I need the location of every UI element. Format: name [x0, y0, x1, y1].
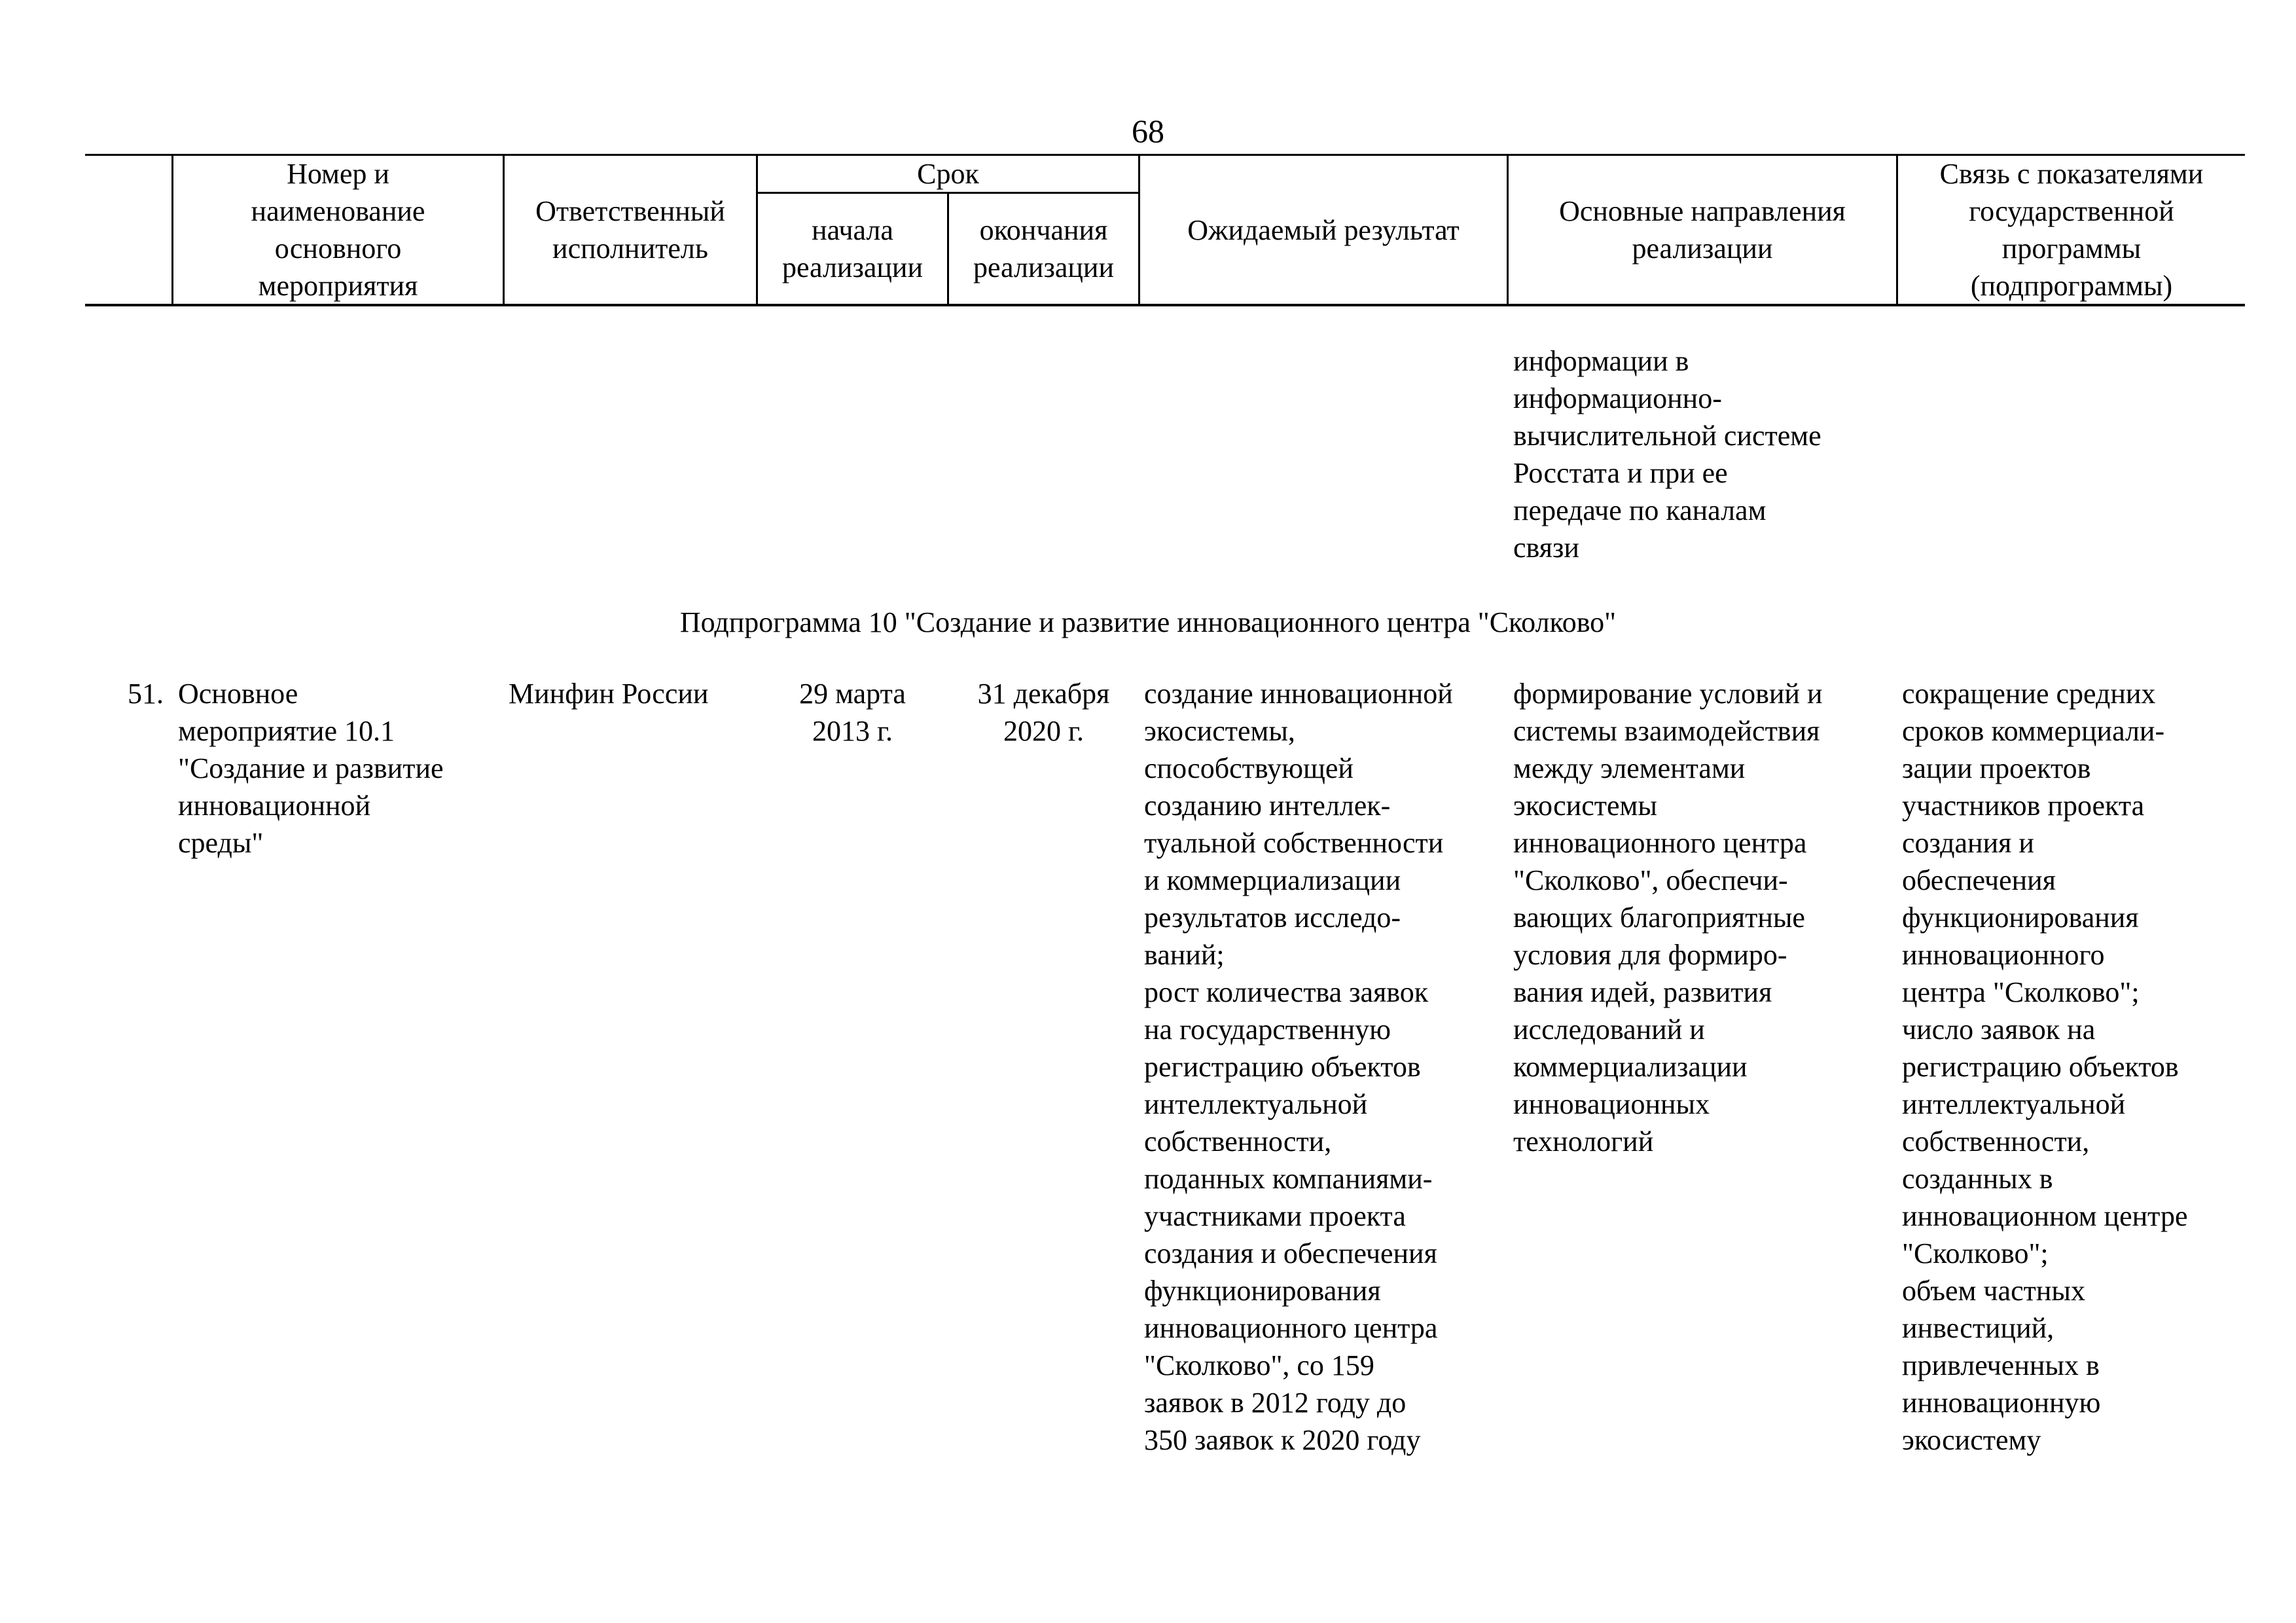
page-number: 68: [1132, 113, 1164, 149]
row-directions: формирование условий и системы взаимодействия между элементами экосистемы инновационного центра "Сколково", обеспечи- вающих благоприятные условия для формиро- вания идей, развития исследований и коммерциализации инновационных технологий: [1513, 678, 1823, 1158]
row-number: 51.: [128, 678, 164, 710]
row-result: создание инновационной экосистемы, способствующей созданию интеллек- туальной собственности и коммерциализации результатов исследо- ваний; рост количества заявок на государственную регистрацию объектов интеллектуальной собственности, поданных компаниями- участниками проекта создания и обеспечения функционирования инновационного центра "Сколково", со 159 заявок в 2012 году до 350 заявок к 2020 году: [1144, 678, 1453, 1456]
header-term: Срок: [917, 158, 979, 190]
row-end: 31 декабря 2020 г.: [977, 678, 1110, 747]
header-end: окончания реализации: [973, 214, 1115, 283]
header-start: начала реализации: [781, 214, 924, 283]
header-name: Номер и наименование основного мероприятия: [251, 158, 425, 302]
header-result: Ожидаемый результат: [1187, 213, 1460, 246]
row-link: сокращение средних сроков коммерциали- зации проектов участников проекта создания и обеспечения функционирования инновационного центра "Сколково"; число заявок на регистрацию объектов интеллектуальной собственности, созданных в инновационном центре "Сколково"; объем частных инвестиций, привлеченных в инновационную экосистему: [1902, 678, 2188, 1456]
row-executor: Минфин России: [509, 678, 709, 710]
row-name: Основное мероприятие 10.1 "Создание и развитие инновационной среды": [178, 678, 444, 859]
section-title: Подпрограмма 10 "Создание и развитие инновационного центра "Сколково": [679, 606, 1617, 638]
continuation-directions: информации в информационно- вычислительной системе Росстата и при ее передаче по каналам связи: [1513, 345, 1821, 564]
header-link: Связь с показателями государственной программы (подпрограммы): [1939, 158, 2204, 302]
row-start: 29 марта 2013 г.: [799, 678, 906, 747]
header-directions: Основные направления реализации: [1559, 195, 1846, 264]
header-executor: Ответственный исполнитель: [535, 195, 725, 264]
